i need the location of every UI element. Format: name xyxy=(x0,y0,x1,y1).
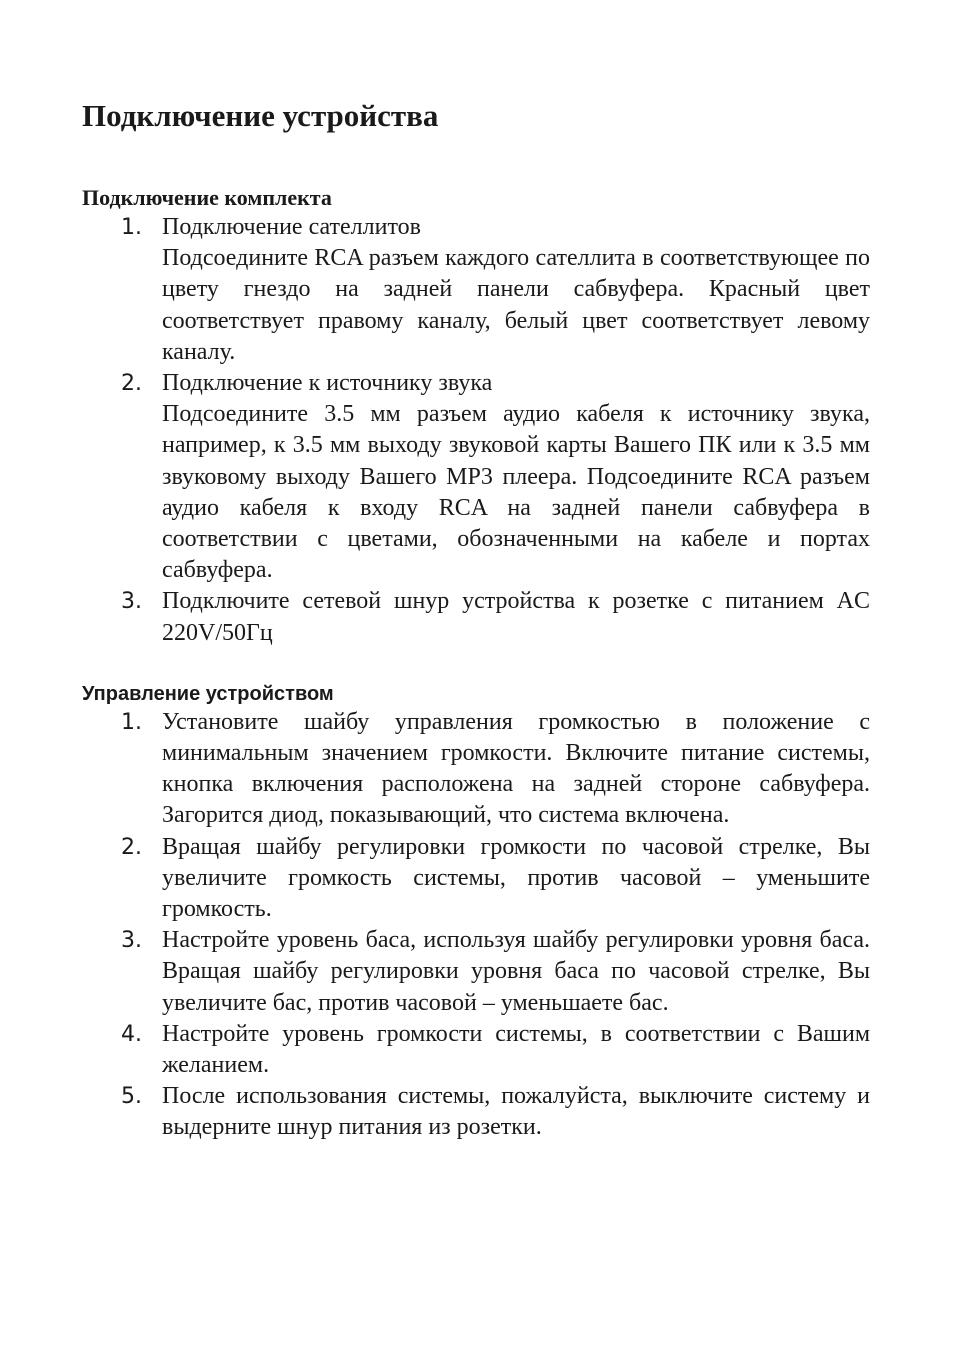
list-item xyxy=(82,707,870,832)
list-item xyxy=(82,368,870,586)
step-text: Подключите сетевой шнур устройства к розетке с питанием AC 220V/50Гц xyxy=(162,588,870,646)
section-heading: Управление устройством xyxy=(82,682,334,705)
section-device-control xyxy=(82,681,870,1144)
step-text: Настройте уровень баса, используя шайбу регулировки уровня баса. Вращая шайбу регулировки уровня баса по часовой стрелке, Вы увеличите бас, против часовой – уменьшаете бас. xyxy=(162,927,870,1016)
step-text: После использования системы, пожалуйста, выключите систему и выдерните шнур питания из розетки. xyxy=(162,1083,870,1141)
document-page xyxy=(82,96,870,1144)
step-number: 3. xyxy=(121,928,142,954)
steps-list xyxy=(82,707,870,1144)
step-number: 1. xyxy=(121,215,142,240)
steps-list xyxy=(82,212,870,649)
step-number: 1. xyxy=(121,709,142,735)
step-number: 5. xyxy=(121,1084,142,1110)
list-item xyxy=(82,832,870,926)
section-heading: Подключение комплекта xyxy=(82,185,332,210)
list-item xyxy=(82,925,870,1019)
step-text: Настройте уровень громкости системы, в соответствии с Вашим желанием. xyxy=(162,1020,870,1079)
page-title: Подключение устройства xyxy=(82,98,439,133)
list-item xyxy=(82,1019,870,1081)
step-number: 4. xyxy=(121,1021,142,1047)
step-number: 2. xyxy=(121,371,142,397)
list-item xyxy=(82,586,870,648)
step-text: Установите шайбу управления громкостью в положение с минимальным значением громкости. Включите питание системы, кнопка включения расположена на задней стороне сабвуфера. Загорится диод, показывающий, что система включена. xyxy=(162,708,870,829)
list-item xyxy=(82,212,870,368)
step-title: Подключение сателлитов xyxy=(162,214,421,240)
step-title: Подключение к источнику звука xyxy=(162,370,493,397)
step-number: 2. xyxy=(121,834,142,860)
section-kit-connection xyxy=(82,184,870,649)
step-text: Подсоедините RCA разъем каждого сателлита в соответствующее по цвету гнездо на задней панели сабвуфера. Красный цвет соответствует правому каналу, белый цвет соответствует левому каналу. xyxy=(162,245,870,365)
list-item xyxy=(82,1081,870,1143)
step-text: Вращая шайбу регулировки громкости по часовой стрелке, Вы увеличите громкость системы, против часовой – уменьшите громкость. xyxy=(162,833,870,923)
step-number: 3. xyxy=(121,589,142,615)
step-text: Подсоедините 3.5 мм разъем аудио кабеля к источнику звука, например, к 3.5 мм выходу звуковой карты Вашего ПК или к 3.5 мм звуковому выходу Вашего MP3 плеера. Подсоедините RCA разъем аудио кабеля к входу RCA на задней панели сабвуфера в соответствии с цветами, обозначенными на кабеле и портах сабвуфера. xyxy=(162,401,870,584)
